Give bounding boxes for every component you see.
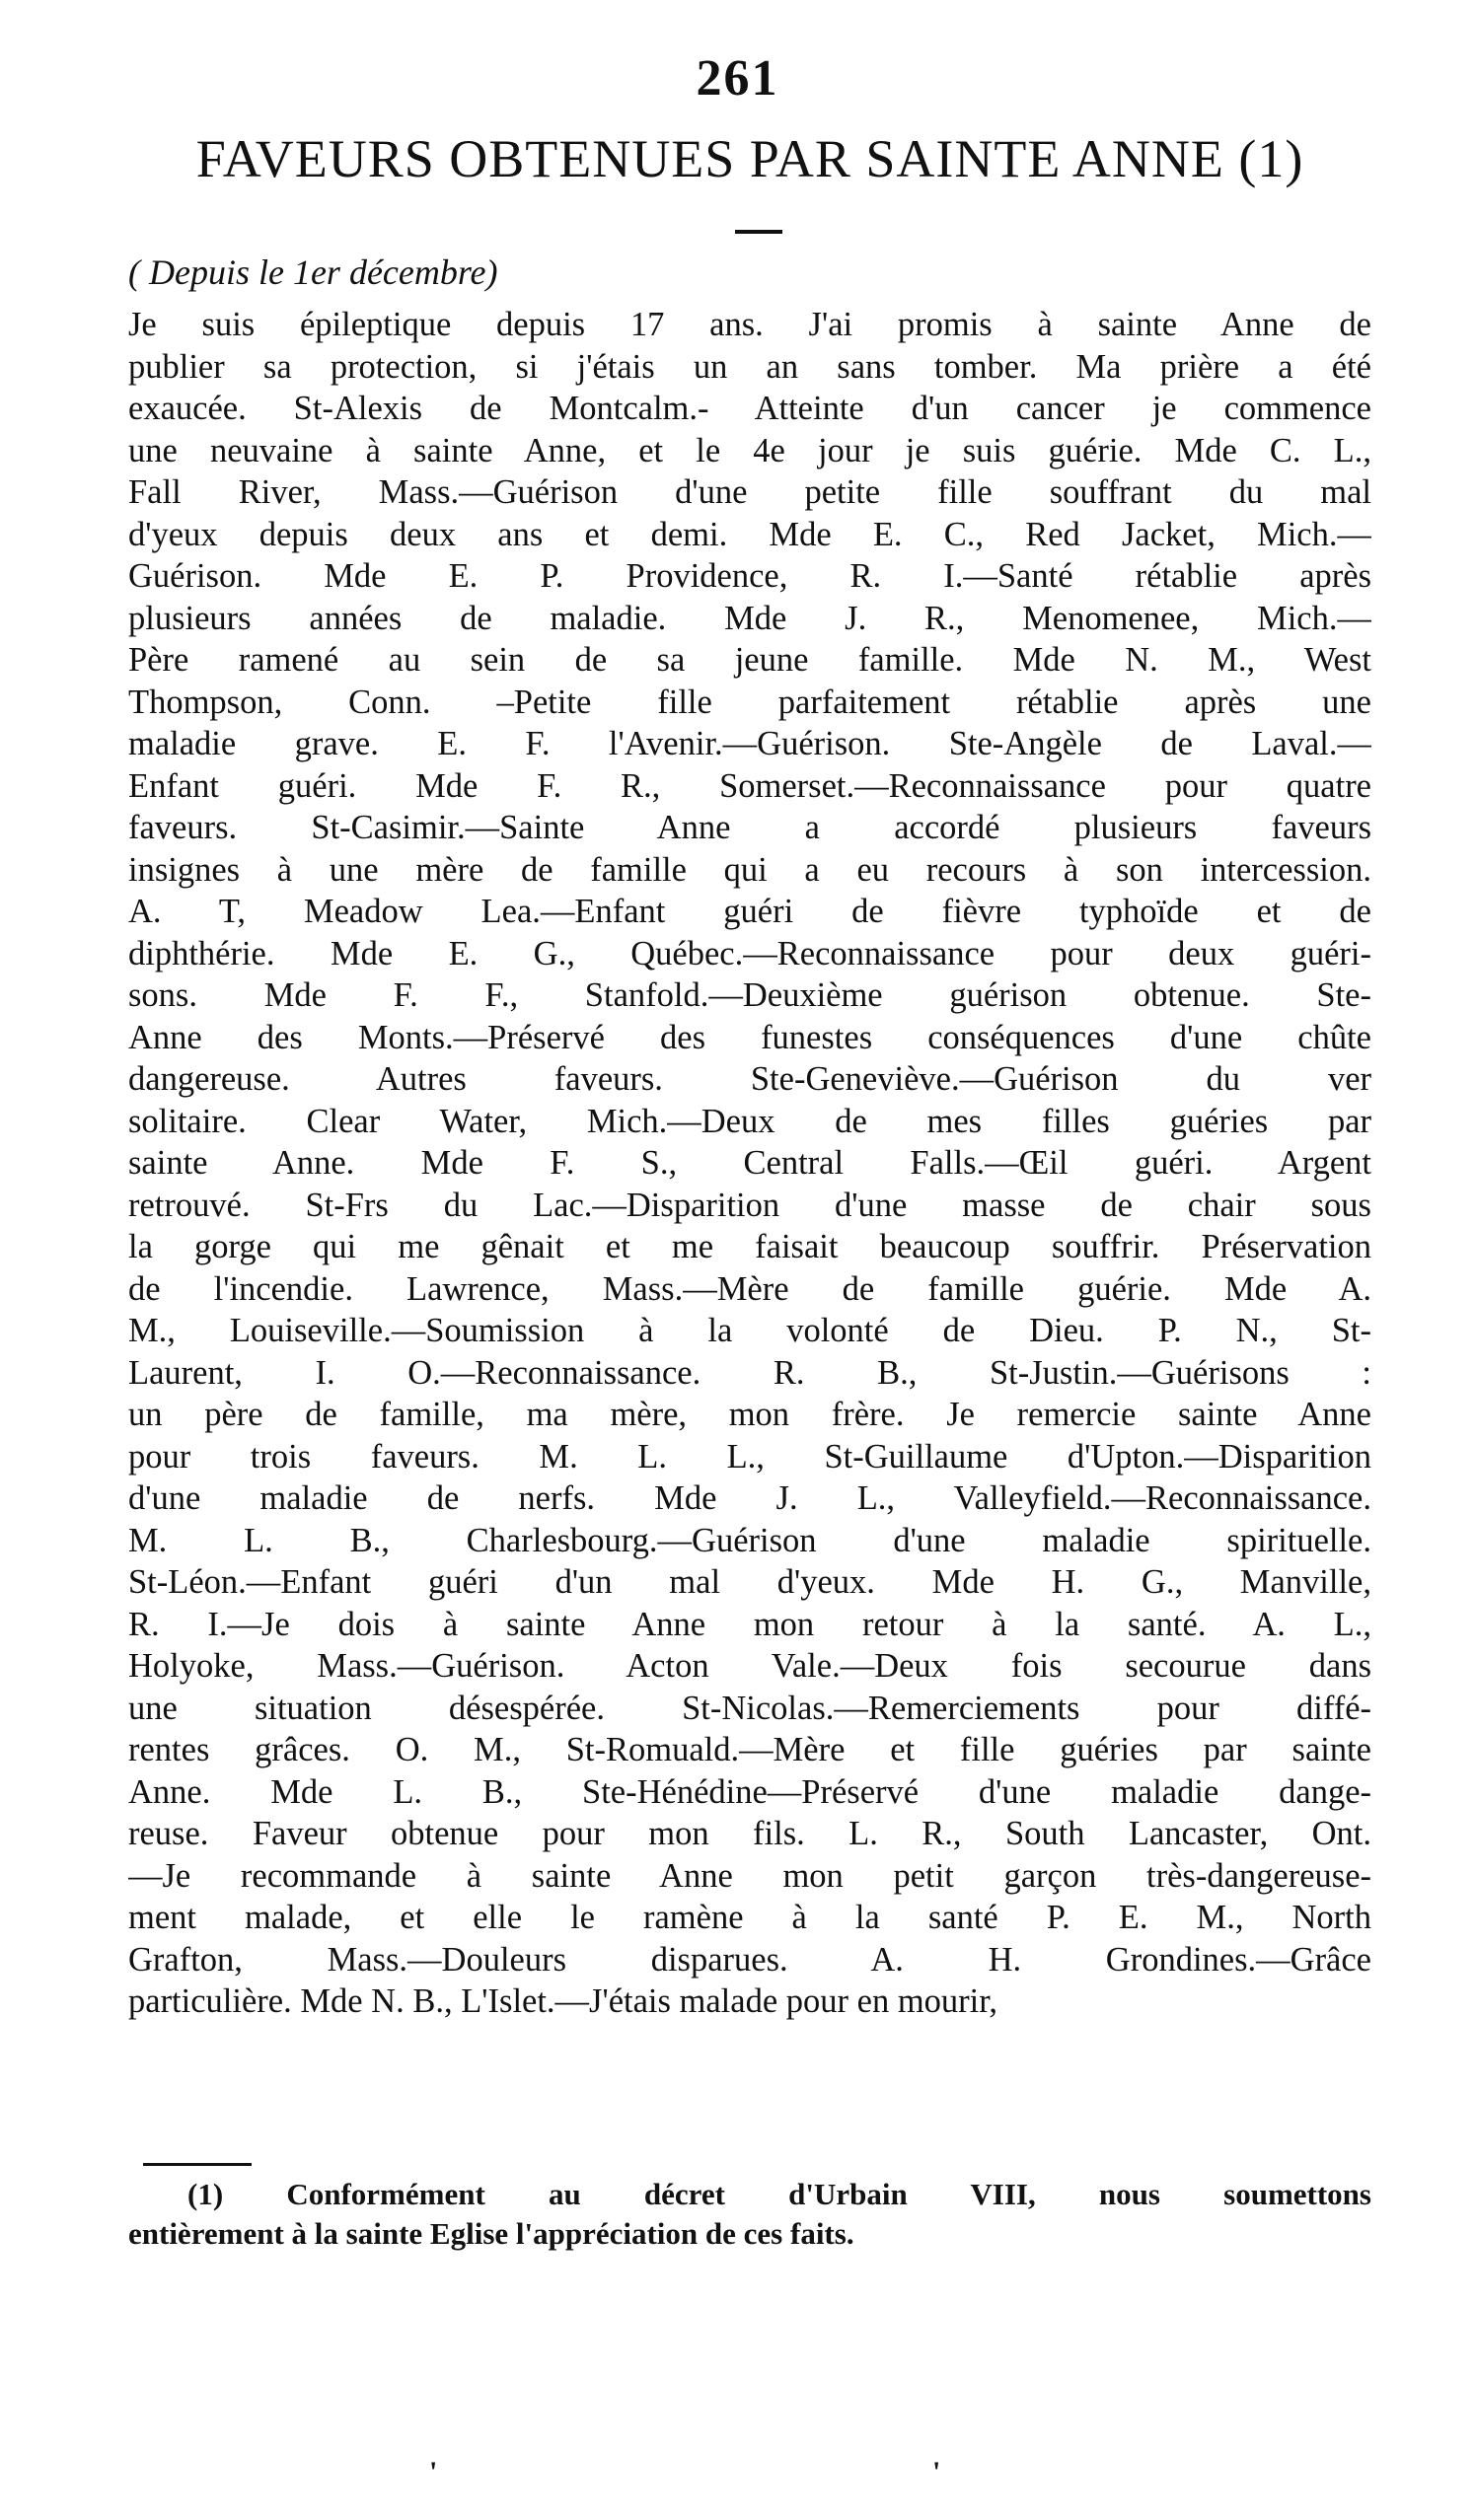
footnote bbox=[128, 2175, 1371, 2254]
date-subtitle: ( Depuis le 1er décembre) bbox=[128, 252, 498, 292]
title-divider bbox=[735, 230, 782, 234]
text-line: Je suis épileptique depuis 17 ans. J'ai promis à sainte Anne de bbox=[128, 306, 1371, 343]
page-title: FAVEURS OBTENUES PAR SAINTE ANNE (1) bbox=[195, 129, 1304, 188]
footnote-line: entièrement à la sainte Eglise l'appréciation de ces faits. bbox=[128, 2216, 854, 2251]
text-line: faveurs. St-Casimir.—Sainte Anne a accordé plusieurs faveurs bbox=[128, 809, 1371, 846]
text-line: dangereuse. Autres faveurs. Ste-Geneviève.—Guérison du ver bbox=[128, 1060, 1371, 1098]
text-line: particulière. Mde N. B., L'Islet.—J'étais malade pour en mourir, bbox=[128, 1982, 997, 2020]
text-line: Thompson, Conn. –Petite fille parfaitement rétablie après une bbox=[128, 683, 1371, 721]
text-line: maladie grave. E. F. l'Avenir.—Guérison. Ste-Angèle de Laval.— bbox=[128, 725, 1371, 762]
text-line: de l'incendie. Lawrence, Mass.—Mère de famille guérie. Mde A. bbox=[128, 1269, 1371, 1308]
text-line: —Je recommande à sainte Anne mon petit garçon très-dangereuse- bbox=[128, 1856, 1371, 1895]
testimonials-text bbox=[128, 304, 1371, 2023]
print-mark: ' bbox=[429, 2456, 438, 2488]
text-line: A. T, Meadow Lea.—Enfant guéri de fièvre typhoïde et de bbox=[128, 893, 1371, 930]
text-line: un père de famille, ma mère, mon frère. Je remercie sainte Anne bbox=[128, 1396, 1371, 1433]
text-line: M., Louiseville.—Soumission à la volonté de Dieu. P. N., St- bbox=[128, 1312, 1371, 1349]
text-line: Anne. Mde L. B., Ste-Hénédine—Préservé d'une maladie dange- bbox=[128, 1772, 1371, 1811]
text-line: Père ramené au sein de sa jeune famille. Mde N. M., West bbox=[128, 641, 1371, 679]
text-line: St-Léon.—Enfant guéri d'un mal d'yeux. Mde H. G., Manville, bbox=[128, 1563, 1371, 1601]
text-line: exaucée. St-Alexis de Montcalm.- Atteinte d'un cancer je commence bbox=[128, 390, 1371, 427]
page-number: 261 bbox=[696, 50, 779, 107]
text-line: M. L. B., Charlesbourg.—Guérison d'une maladie spirituelle. bbox=[128, 1521, 1371, 1559]
text-line: d'une maladie de nerfs. Mde J. L., Valleyfield.—Reconnaissance. bbox=[128, 1479, 1371, 1517]
text-line: une neuvaine à sainte Anne, et le 4e jour je suis guérie. Mde C. L., bbox=[128, 431, 1371, 469]
text-line: la gorge qui me gênait et me faisait beaucoup souffrir. Préservation bbox=[128, 1228, 1371, 1265]
text-line: Anne des Monts.—Préservé des funestes conséquences d'une chûte bbox=[128, 1018, 1371, 1056]
text-line: insignes à une mère de famille qui a eu recours à son intercession. bbox=[128, 850, 1371, 889]
text-line: publier sa protection, si j'étais un an sans tomber. Ma prière a été bbox=[128, 347, 1371, 386]
text-line: Grafton, Mass.—Douleurs disparues. A. H. Grondines.—Grâce bbox=[128, 1940, 1371, 1979]
text-line: Fall River, Mass.—Guérison d'une petite fille souffrant du mal bbox=[128, 473, 1371, 511]
text-line: Guérison. Mde E. P. Providence, R. I.—Santé rétablie après bbox=[128, 557, 1371, 595]
text-line: solitaire. Clear Water, Mich.—Deux de mes filles guéries par bbox=[128, 1102, 1371, 1140]
print-mark: ' bbox=[932, 2456, 941, 2488]
text-line: Holyoke, Mass.—Guérison. Acton Vale.—Deux fois secourue dans bbox=[128, 1647, 1371, 1685]
text-line: une situation désespérée. St-Nicolas.—Remerciements pour diffé- bbox=[128, 1689, 1371, 1727]
text-line: reuse. Faveur obtenue pour mon fils. L. R., South Lancaster, Ont. bbox=[128, 1815, 1371, 1852]
text-line: rentes grâces. O. M., St-Romuald.—Mère et fille guéries par sainte bbox=[128, 1731, 1371, 1768]
text-line: plusieurs années de maladie. Mde J. R., Menomenee, Mich.— bbox=[128, 599, 1371, 637]
footnote-line: (1) Conformément au décret d'Urbain VIII, nous soumettons bbox=[187, 2177, 1371, 2211]
text-line: sainte Anne. Mde F. S., Central Falls.—Œil guéri. Argent bbox=[128, 1144, 1371, 1182]
text-line: retrouvé. St-Frs du Lac.—Disparition d'une masse de chair sous bbox=[128, 1186, 1371, 1224]
text-line: sons. Mde F. F., Stanfold.—Deuxième guérison obtenue. Ste- bbox=[128, 976, 1371, 1014]
text-line: R. I.—Je dois à sainte Anne mon retour à la santé. A. L., bbox=[128, 1605, 1371, 1643]
text-line: Laurent, I. O.—Reconnaissance. R. B., St-Justin.—Guérisons : bbox=[128, 1353, 1371, 1392]
text-line: pour trois faveurs. M. L. L., St-Guillaume d'Upton.—Disparition bbox=[128, 1437, 1371, 1476]
text-line: diphthérie. Mde E. G., Québec.—Reconnaissance pour deux guéri- bbox=[128, 934, 1371, 972]
text-line: d'yeux depuis deux ans et demi. Mde E. C., Red Jacket, Mich.— bbox=[128, 515, 1371, 553]
footnote-divider bbox=[143, 2163, 252, 2166]
text-line: ment malade, et elle le ramène à la santé P. E. M., North bbox=[128, 1899, 1371, 1936]
text-line: Enfant guéri. Mde F. R., Somerset.—Reconnaissance pour quatre bbox=[128, 766, 1371, 805]
